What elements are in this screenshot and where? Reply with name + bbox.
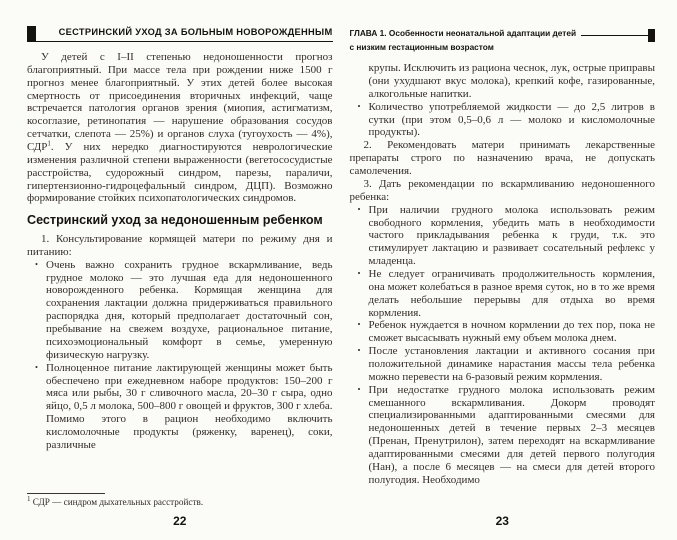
continued-paragraph: крупы. Исключить из рациона чеснок, лук, острые приправы (они ухудшают вкус молока), крепкий кофе, газированные, алкогольные напитки. [368, 62, 655, 100]
page-body-right [350, 62, 656, 486]
list-item-text: Не следует ограничивать продолжительность кормления, она может колебаться в разное время суток, но в то же время делать небольшие перерывы для отдыха во время кормления. [368, 267, 655, 319]
header-corner-block [27, 26, 36, 41]
footnote-text: СДР — синдром дыхательных расстройств. [32, 497, 204, 508]
footnote-marker: 1 [27, 495, 31, 504]
bullet-icon: • [357, 267, 361, 278]
list-item [350, 101, 656, 140]
intro-text: У детей с I–II степенью недоношенности прогноз благоприятный. При массе тела при рождении ниже 1500 г прогноз менее благоприятный. У этих детей более высокая смертность от присоединения вторичных инфекций, чаще встречается патология органов зрения (миопия, астигматизм, косоглазие, ретинопатия — нарушение образования сосудов сетчатки, слепота — 25%) и органов слуха (тугоухость — 4%), СДР [27, 51, 333, 154]
list-item [350, 319, 656, 345]
numbered-item-2: 2. Рекомендовать матери принимать лекарственные препараты строго по назначению врача, не допускать самолечения. [349, 139, 655, 178]
running-head-line1 [350, 26, 656, 42]
bullet-icon: • [357, 203, 361, 214]
running-head-title: СЕСТРИНСКИЙ УХОД ЗА БОЛЬНЫМ НОВОРОЖДЕННЫМ [58, 27, 333, 38]
bullet-icon: • [357, 319, 361, 330]
numbered-item-1: 1. Консультирование кормящей матери по режиму дня и питанию: [27, 233, 333, 258]
list-item-text: При наличии грудного молока использовать режим свободного кормления, убедить мать в необходимости частого прикладывания ребенка к груди, т.к. это стимулирует лактацию и развивает сосательный рефлекс у младенца. [368, 203, 655, 268]
list-item [350, 384, 656, 487]
page-footer-left [27, 490, 333, 528]
bullet-icon: • [357, 100, 361, 111]
bullet-icon: • [35, 258, 38, 269]
page-footer-right [350, 508, 656, 528]
list-item-text: При недостатке грудного молока использовать режим смешанного вскармливания. Докорм проводят специализированными адаптированными смесями для недоношенных детей в течение первых 2–3 месяцев (Пренан, Пренутрилон), затем переходят на вскармливание адаптированными смесями для детей первого полугодия (Нан), а после 6 месяцев — на смеси для детей второго полугодия. Необходимо [368, 383, 655, 486]
list-item-text: Очень важно сохранить грудное вскармливание, ведь грудное молоко — это лучшая еда для недоношенного новорожденного ребенка. Кормящая женщина для сохранения лактации должна придерживаться правильного распорядка дня, который предполагает достаточный сон, пребывание на свежем воздухе, рациональное питание, психоэмоциональный комфорт в семье, умеренную физическую нагрузку. [46, 258, 333, 361]
page-left [27, 26, 333, 528]
running-head-right [350, 26, 656, 53]
header-rule [581, 35, 648, 37]
section-heading: Сестринский уход за недоношенным ребенком [27, 213, 323, 228]
chapter-title-line1: ГЛАВА 1. Особенности неонатальной адаптации детей [349, 28, 577, 39]
page-right [350, 26, 656, 528]
footnote [27, 497, 333, 508]
bullet-icon: • [357, 383, 361, 394]
list-item [27, 362, 333, 452]
footnote-divider [27, 493, 105, 494]
list-item-text: Количество употребляемой жидкости — до 2,5 литров в сутки (при этом 0,5–0,6 л — молоко и кисломолочные продукты). [368, 100, 655, 139]
intro-paragraph [27, 51, 333, 205]
bullet-icon: • [357, 345, 361, 356]
running-head-left [27, 26, 333, 42]
footnote-reference: 1 [47, 139, 51, 148]
list-item-text: После установления лактации и активного сосания при положительной динамике нарастания массы тела ребенка можно перевести на 6-разовый режим кормления. [368, 345, 655, 383]
list-item-text: Ребенок нуждается в ночном кормлении до тех пор, пока не сможет высасывать нужный ему объем молока днем. [368, 319, 655, 345]
chapter-title-line2: с низким гестационным возрастом [349, 42, 494, 52]
page-body-left [27, 51, 333, 452]
numbered-item-3: 3. Дать рекомендации по вскармливанию недоношенного ребенка: [349, 177, 655, 203]
page-number-left: 22 [173, 513, 187, 528]
list-item [350, 268, 656, 319]
bullet-icon: • [35, 361, 38, 372]
page-number-right: 23 [495, 513, 509, 528]
list-item-text: Полноценное питание лактирующей женщины может быть обеспечено при ежедневном наборе продуктов: 150–200 г мяса или рыбы, 30 г сливочного масла, 20–30 г сыра, одно яйцо, 0,5 л молока, 500–800 г овощей и фруктов, 300 г хлеба. Помимо этого в рацион необходимо включить кисломолочные продукты (ряженку, варенец), соки, различные [46, 361, 333, 451]
list-item [27, 259, 333, 362]
intro-text-continued: . У них нередко диагностируются неврологические изменения различной степени выраженности (вегетососудистые расстройства, судорожный синдром, парезы, параличи, гипертензионно-гидроцефальный синдром, ДЦП). Возможно формирование стойких психопатологических синдромов. [27, 141, 333, 205]
list-item [350, 204, 656, 268]
header-corner-block [648, 29, 655, 42]
list-item [350, 345, 656, 384]
